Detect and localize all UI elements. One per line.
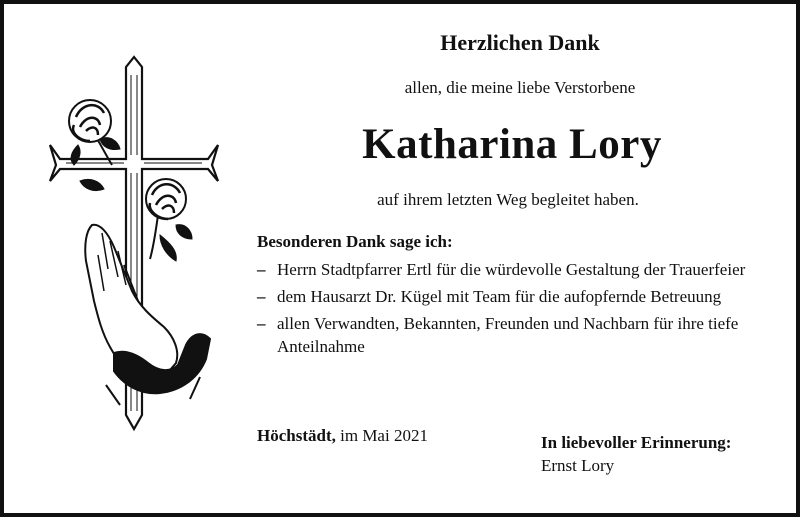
rose-icon [69,100,120,165]
place: Höchstädt, [257,426,336,445]
praying-hands-icon [85,225,210,405]
thanks-list [257,258,757,362]
memorial-illustration [40,55,230,435]
intro-text: allen, die meine liebe Verstorbene [404,78,636,97]
bullet-dash: – [257,260,266,279]
thanks-heading: Besonderen Dank sage ich: [257,232,453,251]
deceased-name: Katharina Lory [362,121,662,168]
bullet-dash: – [257,287,266,306]
list-item-text: Herrn Stadtpfarrer Ertl für die würdevolle Gestaltung der Trauerfeier [277,260,746,279]
list-item [257,285,757,308]
list-item-text: dem Hausarzt Dr. Kügel mit Team für die aufopfernde Betreuung [277,287,722,306]
place-date [257,426,428,446]
signer-name: Ernst Lory [541,456,615,475]
date: im Mai 2021 [340,426,428,445]
heading: Herzlichen Dank [440,30,600,55]
closing-line: In liebevoller Erinnerung: [541,433,732,452]
after-name-text: auf ihrem letzten Weg begleitet haben. [377,190,639,209]
bullet-dash: – [257,314,266,333]
list-item [257,258,757,281]
list-item-text: allen Verwandten, Bekannten, Freunden und Nachbarn für ihre tiefe Anteilnahme [277,314,739,356]
list-item [257,312,757,358]
